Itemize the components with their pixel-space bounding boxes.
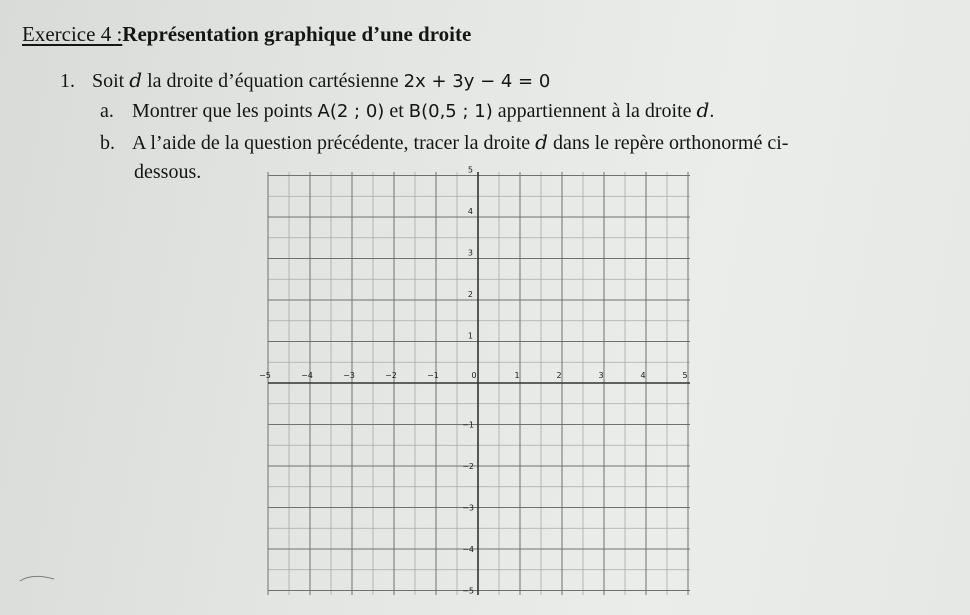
question-number: 1. xyxy=(60,70,75,92)
exercise-heading: Représentation graphique d’une droite xyxy=(122,22,472,46)
y-tick-label: 3 xyxy=(467,248,473,258)
x-tick-label: −3 xyxy=(343,371,355,380)
y-tick-label: 4 xyxy=(467,207,473,216)
question-b-text: A l’aide de la question précédente, tracer la droite xyxy=(132,132,531,154)
x-tick-label: 5 xyxy=(682,371,688,380)
y-tick-label: −4 xyxy=(462,545,474,554)
question-a xyxy=(100,98,714,123)
y-tick-label: −1 xyxy=(462,420,474,430)
variable-d: d xyxy=(696,98,710,122)
cartesian-equation: 2x + 3y − 4 = 0 xyxy=(403,71,551,92)
question-a-connector: et xyxy=(389,100,404,122)
question-a-text: Montrer que les points xyxy=(132,100,313,122)
y-tick-label: 2 xyxy=(467,290,473,299)
x-tick-label: −4 xyxy=(301,371,313,380)
x-tick-label: −2 xyxy=(385,371,397,380)
point-a: A(2 ; 0) xyxy=(317,101,385,122)
question-a-text-end: appartiennent à la droite xyxy=(497,100,692,122)
y-tick-label: 5 xyxy=(467,165,473,175)
x-tick-label: 1 xyxy=(514,371,520,380)
exercise-title xyxy=(22,22,471,47)
point-b: B(0,5 ; 1) xyxy=(408,101,493,122)
coordinate-grid xyxy=(258,162,698,600)
variable-d: d xyxy=(129,68,143,92)
question-a-period: . xyxy=(709,100,715,122)
x-tick-label: 0 xyxy=(471,371,477,380)
question-a-marker: a. xyxy=(100,100,114,122)
x-tick-label: 3 xyxy=(598,371,604,380)
x-tick-label: 2 xyxy=(556,371,562,380)
question-1 xyxy=(60,68,550,93)
x-tick-label: −1 xyxy=(427,371,439,380)
question-b-continuation xyxy=(134,161,201,184)
question-b-marker: b. xyxy=(100,132,115,154)
question-1-text: la droite d’équation cartésienne xyxy=(147,70,399,92)
x-tick-label: −5 xyxy=(259,371,271,380)
y-tick-label: −5 xyxy=(462,586,474,596)
y-tick-label: −2 xyxy=(462,462,474,471)
y-tick-label: −3 xyxy=(462,503,474,513)
exercise-label: Exercice 4 : xyxy=(22,22,123,46)
y-tick-label: 1 xyxy=(467,331,473,341)
question-1-prefix: Soit xyxy=(92,70,125,92)
variable-d: d xyxy=(535,130,548,154)
question-b xyxy=(100,130,788,155)
tick-labels xyxy=(259,166,687,596)
pencil-mark-icon xyxy=(18,570,58,584)
x-tick-label: 4 xyxy=(640,371,646,380)
question-b-text-after: dans le repère orthonormé ci- xyxy=(552,132,789,154)
question-b-line2: dessous. xyxy=(134,161,202,183)
